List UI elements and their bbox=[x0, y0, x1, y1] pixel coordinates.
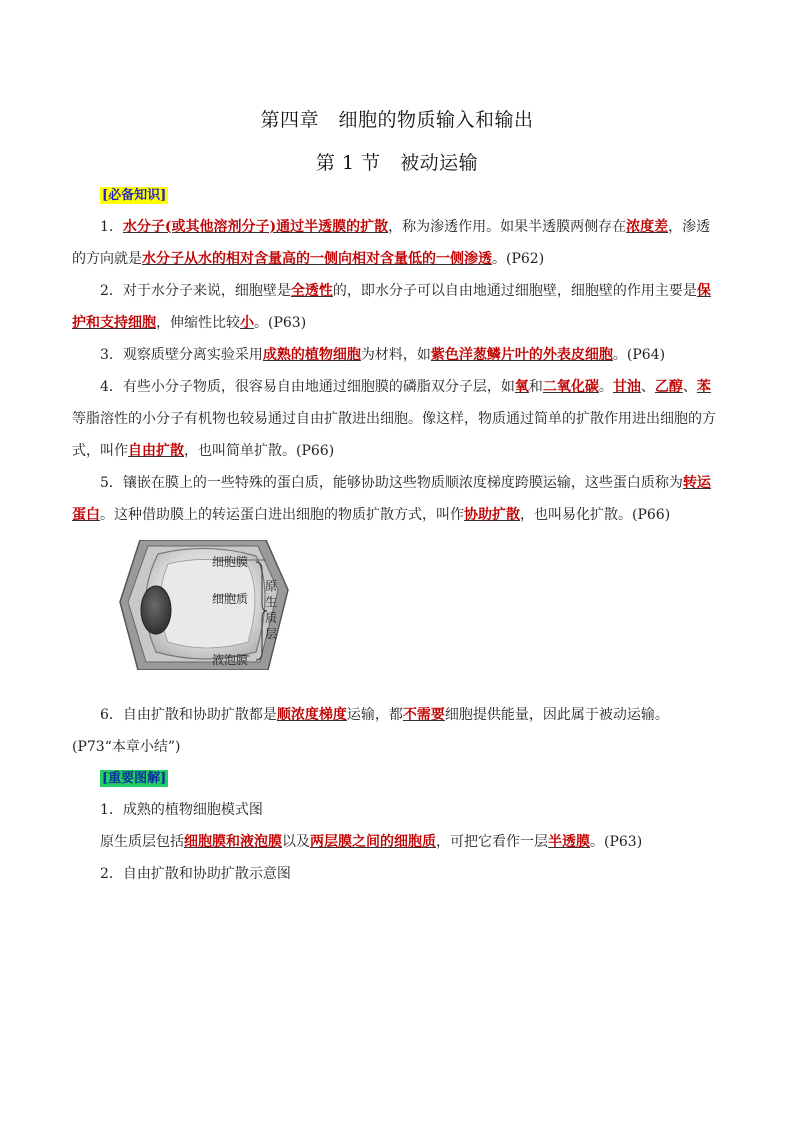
text: ，渗透的方向就是 bbox=[72, 219, 711, 267]
text: 有些小分子物质，很容易自由地通过细胞膜的磷脂双分子层，如 bbox=[122, 379, 515, 395]
label-char: 层 bbox=[265, 627, 278, 641]
diagram-item-2-title: 2．自由扩散和协助扩散示意图 bbox=[100, 866, 291, 882]
label-vacuole-membrane: 液泡膜 bbox=[212, 653, 249, 667]
text: 的，即水分子可以自由地通过细胞壁，细胞壁的作用主要是 bbox=[332, 283, 697, 299]
key-term: 浓度差 bbox=[626, 219, 669, 235]
text: 。(P62) bbox=[492, 251, 545, 267]
key-term: 乙醇 bbox=[654, 379, 683, 395]
text: 观察质壁分离实验采用 bbox=[122, 347, 263, 363]
key-term: 协助扩散 bbox=[464, 507, 520, 523]
diagram-item-1-title: 1．成熟的植物细胞模式图 bbox=[100, 802, 263, 818]
text: ，也叫易化扩散。(P66) bbox=[520, 507, 671, 523]
text: ，可把它看作一层 bbox=[436, 834, 548, 850]
key-term: 半透膜 bbox=[548, 834, 590, 850]
text: 。 bbox=[598, 379, 613, 395]
key-term: 氧 bbox=[514, 379, 529, 395]
text: 自由扩散和协助扩散都是 bbox=[122, 707, 277, 723]
text: 镶嵌在膜上的一些特殊的蛋白质，能够协助这些物质顺浓度梯度跨膜运输，这些蛋白质称为 bbox=[122, 475, 683, 491]
text: 。(P64) bbox=[612, 347, 666, 363]
key-term: 不需要 bbox=[402, 707, 445, 723]
key-term: 紫色洋葱鳞片叶的外表皮细胞 bbox=[430, 347, 613, 363]
key-term: 保护和支持细胞 bbox=[72, 283, 711, 331]
key-term: 转运蛋白 bbox=[72, 475, 711, 523]
key-term: 水分子从水的相对含量高的一侧向相对含量低的一侧渗透 bbox=[142, 251, 492, 267]
text: 、 bbox=[682, 379, 697, 395]
key-term: 成熟的植物细胞 bbox=[262, 347, 361, 363]
key-term: 二氧化碳 bbox=[542, 379, 599, 395]
key-term: 自由扩散 bbox=[128, 443, 184, 459]
text: 以及 bbox=[282, 834, 310, 850]
key-term: 小 bbox=[240, 315, 254, 331]
text: 。(P63) bbox=[590, 834, 643, 850]
section-title: 第 1 节 被动运输 bbox=[315, 152, 479, 174]
text: 为材料，如 bbox=[360, 347, 431, 363]
text: 。(P63) bbox=[254, 315, 307, 331]
item-number: 2． bbox=[100, 283, 123, 299]
paragraph-1 bbox=[72, 211, 722, 275]
diagram-item-1-body bbox=[100, 826, 642, 858]
item-number: 4． bbox=[100, 379, 123, 395]
text: 等脂溶性的小分子有机物也较易通过自由扩散进出细胞。像这样，物质通过简单的扩散作用进出细胞的方式，叫作 bbox=[72, 411, 716, 459]
text: 原生质层包括 bbox=[100, 834, 184, 850]
chapter-title: 第四章 细胞的物质输入和输出 bbox=[260, 109, 534, 131]
text: ，称为渗透作用。如果半透膜两侧存在 bbox=[388, 219, 627, 235]
key-term: 细胞膜和液泡膜 bbox=[184, 834, 282, 850]
label-char: 原 bbox=[265, 579, 278, 593]
key-term: 两层膜之间的细胞质 bbox=[310, 834, 436, 850]
key-term: 顺浓度梯度 bbox=[276, 707, 347, 723]
text: 。这种借助膜上的转运蛋白进出细胞的物质扩散方式，叫作 bbox=[100, 507, 464, 523]
label-cytoplasm: 细胞质 bbox=[212, 592, 249, 606]
item-number: 5． bbox=[100, 475, 123, 491]
item-number: 6． bbox=[100, 707, 123, 723]
item-number: 1． bbox=[100, 219, 123, 235]
tag-required-knowledge: [必备知识] bbox=[102, 188, 167, 203]
text: ，伸缩性比较 bbox=[156, 315, 240, 331]
key-term: 苯 bbox=[696, 379, 711, 395]
key-term: 水分子(或其他溶剂分子)通过半透膜的扩散 bbox=[122, 219, 389, 235]
label-char: 质 bbox=[265, 611, 278, 625]
text: 和 bbox=[528, 379, 543, 395]
text: 细胞提供能量，因此属于被动运输。(P73“本章小结”) bbox=[72, 707, 669, 755]
text: 、 bbox=[640, 379, 655, 395]
paragraph-3 bbox=[72, 339, 722, 371]
text: 运输，都 bbox=[346, 707, 403, 723]
tag-important-diagrams: [重要图解] bbox=[102, 771, 167, 786]
label-protoplast bbox=[265, 578, 279, 642]
paragraph-6 bbox=[72, 699, 722, 763]
key-term: 全透性 bbox=[290, 283, 333, 299]
text: 对于水分子来说，细胞壁是 bbox=[122, 283, 291, 299]
label-char: 生 bbox=[265, 595, 278, 609]
item-number: 3． bbox=[100, 347, 123, 363]
paragraph-2 bbox=[72, 275, 722, 339]
paragraph-5 bbox=[72, 467, 722, 531]
paragraph-4 bbox=[72, 371, 722, 467]
text: ，也叫简单扩散。(P66) bbox=[184, 443, 335, 459]
label-cell-membrane: 细胞膜 bbox=[212, 555, 249, 569]
key-term: 甘油 bbox=[612, 379, 641, 395]
